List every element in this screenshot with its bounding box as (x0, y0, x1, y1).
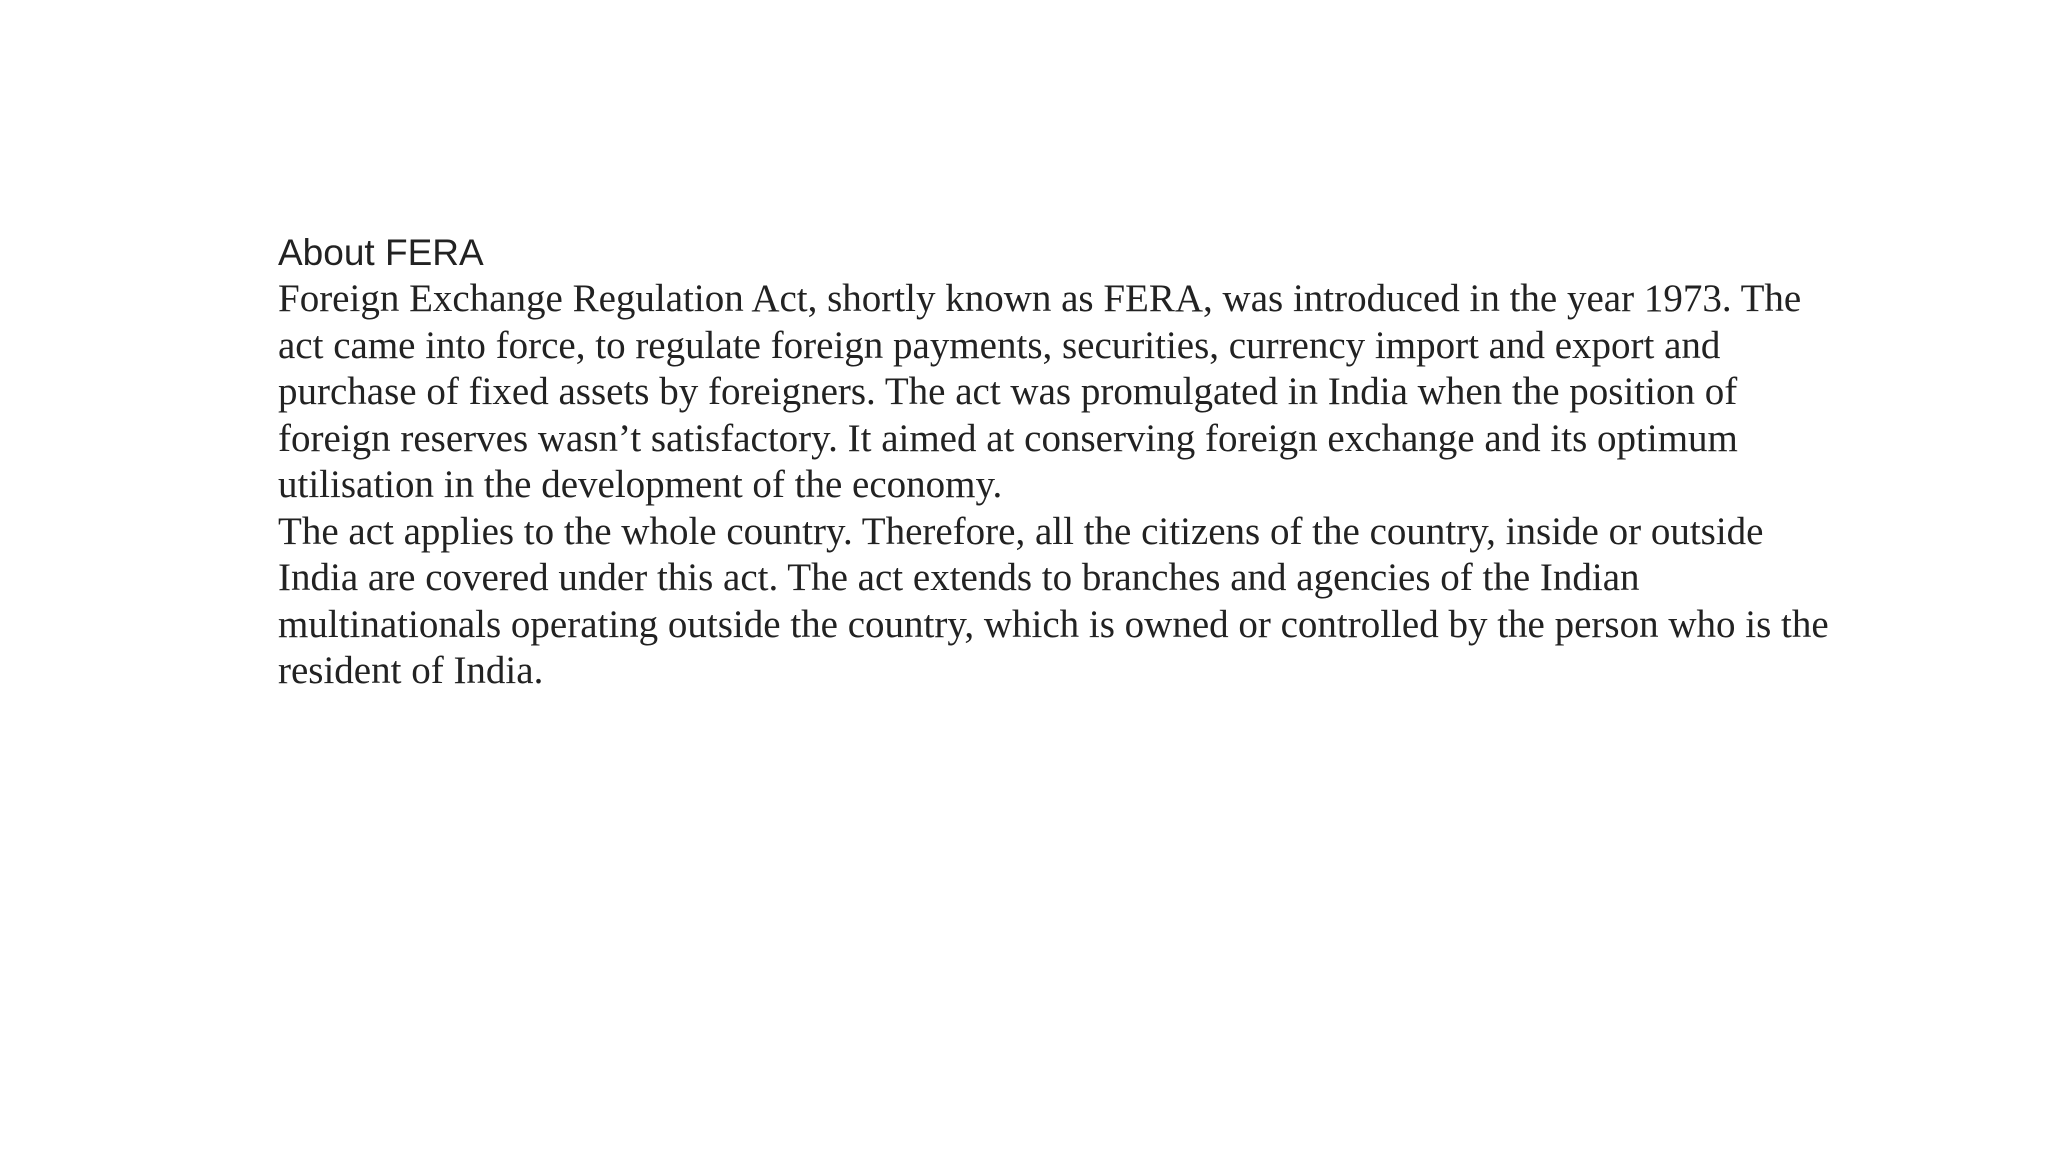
paragraph-1: Foreign Exchange Regulation Act, shortly known as FERA, was introduced in the year 1973. The act came into force, to regulate foreign payments, securities, currency import and export and purchase of fixed assets by foreigners. The act was promulgated in India when the position of foreign reserves wasn’t satisfactory. It aimed at conserving foreign exchange and its optimum utilisation in the development of the economy. (278, 277, 1802, 506)
document-heading: About FERA (278, 232, 484, 273)
document-body (278, 230, 1838, 695)
paragraph-2: The act applies to the whole country. Therefore, all the citizens of the country, inside or outside India are covered under this act. The act extends to branches and agencies of the Indian multinationals operating outside the country, which is owned or controlled by the person who is the resident of India. (278, 509, 1829, 692)
